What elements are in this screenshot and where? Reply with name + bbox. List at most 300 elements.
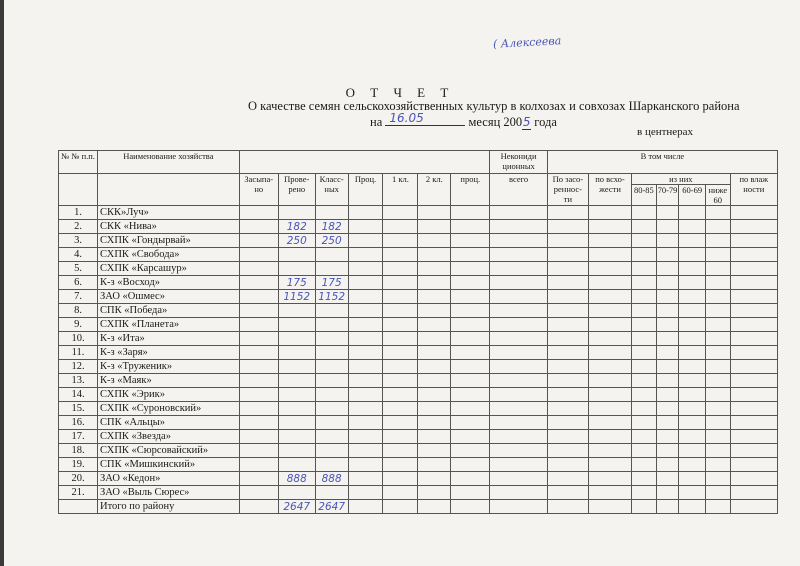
- empty-cell: [656, 430, 679, 444]
- empty-cell: [383, 444, 418, 458]
- cell-klassnykh: [315, 262, 348, 276]
- empty-cell: [490, 304, 548, 318]
- empty-cell: [490, 332, 548, 346]
- empty-cell: [418, 276, 451, 290]
- cell-provereno: 175: [278, 276, 315, 290]
- empty-cell: [451, 444, 490, 458]
- cell-provereno: [278, 332, 315, 346]
- farm-name: К-з «Восход»: [98, 276, 240, 290]
- col-po-vskho: по всхо- жести: [588, 174, 631, 206]
- col-proc1: Проц.: [348, 174, 383, 206]
- cell-zasypano: [239, 220, 278, 234]
- empty-cell: [451, 500, 490, 514]
- table-row: [59, 458, 778, 472]
- cell-zasypano: [239, 500, 278, 514]
- empty-cell: [348, 444, 383, 458]
- table-row: [59, 346, 778, 360]
- empty-cell: [679, 444, 706, 458]
- empty-cell: [383, 500, 418, 514]
- date-prefix: на: [370, 115, 383, 129]
- cell-zasypano: [239, 430, 278, 444]
- empty-cell: [418, 388, 451, 402]
- empty-cell: [730, 416, 777, 430]
- empty-cell: [705, 220, 730, 234]
- cell-klassnykh: [315, 444, 348, 458]
- empty-cell: [656, 304, 679, 318]
- empty-cell: [730, 430, 777, 444]
- cell-zasypano: [239, 360, 278, 374]
- cell-zasypano: [239, 248, 278, 262]
- empty-cell: [348, 220, 383, 234]
- empty-cell: [348, 402, 383, 416]
- empty-cell: [679, 262, 706, 276]
- table-row: [59, 304, 778, 318]
- col-vsego: всего: [490, 174, 548, 206]
- cell-provereno: [278, 416, 315, 430]
- empty-cell: [632, 304, 657, 318]
- empty-cell: [547, 416, 588, 430]
- empty-cell: [547, 402, 588, 416]
- cell-provereno: [278, 430, 315, 444]
- empty-cell: [383, 332, 418, 346]
- empty-cell: [547, 276, 588, 290]
- cell-klassnykh: [315, 304, 348, 318]
- cell-zasypano: [239, 388, 278, 402]
- empty-cell: [547, 332, 588, 346]
- empty-cell: [588, 458, 631, 472]
- empty-cell: [588, 276, 631, 290]
- empty-cell: [547, 234, 588, 248]
- empty-cell: [451, 318, 490, 332]
- row-number: 16.: [59, 416, 98, 430]
- cell-provereno: [278, 444, 315, 458]
- cell-klassnykh: [315, 486, 348, 500]
- empty-cell: [547, 262, 588, 276]
- cell-klassnykh: [315, 402, 348, 416]
- cell-klassnykh: 1152: [315, 290, 348, 304]
- cell-zasypano: [239, 486, 278, 500]
- empty-cell: [679, 332, 706, 346]
- col-range-below-60: ниже 60: [708, 185, 728, 205]
- cell-zasypano: [239, 346, 278, 360]
- row-number: 21.: [59, 486, 98, 500]
- empty-cell: [656, 458, 679, 472]
- empty-cell: [418, 234, 451, 248]
- empty-cell: [705, 374, 730, 388]
- table-row: [59, 248, 778, 262]
- empty-cell: [588, 346, 631, 360]
- empty-cell: [348, 486, 383, 500]
- empty-cell: [418, 360, 451, 374]
- empty-cell: [490, 206, 548, 220]
- empty-cell: [679, 472, 706, 486]
- empty-cell: [705, 500, 730, 514]
- table-row: [59, 374, 778, 388]
- empty-cell: [547, 374, 588, 388]
- empty-cell: [730, 332, 777, 346]
- cell-zasypano: [239, 416, 278, 430]
- empty-cell: [348, 276, 383, 290]
- empty-cell: [418, 290, 451, 304]
- empty-cell: [383, 472, 418, 486]
- empty-cell: [705, 388, 730, 402]
- empty-cell: [632, 388, 657, 402]
- empty-cell: [679, 290, 706, 304]
- col-iz-nikh-group: [632, 174, 731, 206]
- empty-cell: [679, 458, 706, 472]
- empty-cell: [383, 262, 418, 276]
- report-title: О Т Ч Е Т: [345, 85, 455, 100]
- row-number: 2.: [59, 220, 98, 234]
- cell-zasypano: [239, 458, 278, 472]
- empty-cell: [547, 444, 588, 458]
- empty-cell: [705, 458, 730, 472]
- cell-provereno: [278, 374, 315, 388]
- empty-cell: [632, 332, 657, 346]
- cell-provereno: [278, 458, 315, 472]
- empty-cell: [705, 276, 730, 290]
- empty-cell: [656, 206, 679, 220]
- farm-name: СХПК «Гондырвай»: [98, 234, 240, 248]
- empty-cell: [383, 220, 418, 234]
- farm-name: СХПК «Свобода»: [98, 248, 240, 262]
- empty-cell: [418, 500, 451, 514]
- empty-cell: [588, 206, 631, 220]
- empty-cell: [632, 374, 657, 388]
- row-number: 5.: [59, 262, 98, 276]
- empty-cell: [679, 500, 706, 514]
- empty-cell: [656, 472, 679, 486]
- empty-cell: [632, 262, 657, 276]
- empty-cell: [656, 444, 679, 458]
- empty-cell: [451, 332, 490, 346]
- farm-name: ЗАО «Кедон»: [98, 472, 240, 486]
- row-number: 19.: [59, 458, 98, 472]
- empty-cell: [418, 472, 451, 486]
- empty-cell: [588, 318, 631, 332]
- empty-cell: [679, 318, 706, 332]
- empty-cell: [418, 374, 451, 388]
- empty-cell: [451, 360, 490, 374]
- empty-cell: [679, 388, 706, 402]
- empty-cell: [547, 206, 588, 220]
- empty-cell: [588, 430, 631, 444]
- empty-cell: [547, 318, 588, 332]
- empty-cell: [451, 304, 490, 318]
- empty-cell: [632, 346, 657, 360]
- table-row: [59, 402, 778, 416]
- empty-cell: [490, 276, 548, 290]
- empty-cell: [656, 318, 679, 332]
- empty-cell: [383, 458, 418, 472]
- empty-cell: [588, 234, 631, 248]
- empty-cell: [705, 430, 730, 444]
- col-klassnykh: Класс- ных: [315, 174, 348, 206]
- date-value: 16.05: [389, 111, 424, 125]
- farm-name: СХПК «Звезда»: [98, 430, 240, 444]
- cell-klassnykh: 250: [315, 234, 348, 248]
- empty-cell: [490, 500, 548, 514]
- empty-cell: [383, 248, 418, 262]
- empty-cell: [632, 402, 657, 416]
- table-row: [59, 444, 778, 458]
- row-number: 15.: [59, 402, 98, 416]
- empty-cell: [383, 234, 418, 248]
- table-row: [59, 234, 778, 248]
- empty-cell: [679, 486, 706, 500]
- table-row: [59, 290, 778, 304]
- empty-cell: [348, 206, 383, 220]
- cell-provereno: 182: [278, 220, 315, 234]
- cell-zasypano: [239, 234, 278, 248]
- table-row: [59, 472, 778, 486]
- col-num-header: № № п.п.: [59, 151, 98, 174]
- empty-cell: [679, 304, 706, 318]
- farm-name: СПК «Мишкинский»: [98, 458, 240, 472]
- cell-zasypano: [239, 332, 278, 346]
- table-row: [59, 206, 778, 220]
- empty-cell: [588, 416, 631, 430]
- empty-cell: [418, 248, 451, 262]
- empty-cell: [418, 444, 451, 458]
- empty-cell: [383, 486, 418, 500]
- cell-klassnykh: [315, 318, 348, 332]
- empty-cell: [490, 234, 548, 248]
- empty-cell: [418, 346, 451, 360]
- empty-cell: [632, 220, 657, 234]
- empty-cell: [547, 304, 588, 318]
- empty-cell: [656, 332, 679, 346]
- empty-cell: [383, 402, 418, 416]
- cell-zasypano: [239, 304, 278, 318]
- empty-cell: [547, 220, 588, 234]
- row-number: 9.: [59, 318, 98, 332]
- col-iz-nikh: из них: [632, 174, 730, 185]
- empty-cell: [490, 402, 548, 416]
- empty-cell: [383, 360, 418, 374]
- empty-cell: [490, 318, 548, 332]
- empty-cell: [656, 346, 679, 360]
- cell-provereno: 888: [278, 472, 315, 486]
- empty-cell: [418, 416, 451, 430]
- header-blank: [239, 151, 490, 174]
- empty-cell: [418, 402, 451, 416]
- farm-name: СКК «Нива»: [98, 220, 240, 234]
- empty-cell: [348, 388, 383, 402]
- cell-klassnykh: [315, 206, 348, 220]
- col-po-zaso: По засо- реннос- ти: [547, 174, 588, 206]
- empty-cell: [588, 500, 631, 514]
- empty-cell: [679, 374, 706, 388]
- farm-name: К-з «Ита»: [98, 332, 240, 346]
- cell-provereno: [278, 346, 315, 360]
- empty-cell: [679, 234, 706, 248]
- empty-cell: [730, 472, 777, 486]
- empty-cell: [588, 332, 631, 346]
- row-number: 10.: [59, 332, 98, 346]
- row-number: 1.: [59, 206, 98, 220]
- farm-name: СПК «Альцы»: [98, 416, 240, 430]
- table-row: [59, 262, 778, 276]
- farm-name: К-з «Заря»: [98, 346, 240, 360]
- empty-cell: [418, 430, 451, 444]
- empty-cell: [588, 360, 631, 374]
- empty-cell: [451, 416, 490, 430]
- empty-cell: [418, 486, 451, 500]
- empty-cell: [705, 206, 730, 220]
- empty-cell: [490, 374, 548, 388]
- sub-blank-num: [59, 174, 98, 206]
- farm-name: СХПК «Карсашур»: [98, 262, 240, 276]
- farm-name: СХПК «Эрик»: [98, 388, 240, 402]
- empty-cell: [656, 416, 679, 430]
- empty-cell: [490, 486, 548, 500]
- empty-cell: [730, 318, 777, 332]
- month-label: месяц 200: [468, 115, 523, 129]
- report-rows: [59, 206, 778, 514]
- empty-cell: [418, 220, 451, 234]
- empty-cell: [547, 388, 588, 402]
- empty-cell: [547, 290, 588, 304]
- date-blank: [385, 113, 465, 126]
- cell-provereno: [278, 360, 315, 374]
- empty-cell: [418, 318, 451, 332]
- empty-cell: [656, 500, 679, 514]
- empty-cell: [490, 430, 548, 444]
- cell-provereno: [278, 402, 315, 416]
- empty-cell: [383, 290, 418, 304]
- empty-cell: [588, 304, 631, 318]
- empty-cell: [348, 332, 383, 346]
- report-date-line: [370, 113, 557, 130]
- empty-cell: [383, 416, 418, 430]
- empty-cell: [679, 248, 706, 262]
- empty-cell: [679, 220, 706, 234]
- units-label: в центнерах: [637, 126, 694, 138]
- empty-cell: [348, 248, 383, 262]
- empty-cell: [656, 402, 679, 416]
- empty-cell: [588, 248, 631, 262]
- empty-cell: [547, 248, 588, 262]
- empty-cell: [547, 346, 588, 360]
- table-row: [59, 332, 778, 346]
- empty-cell: [383, 304, 418, 318]
- cell-zasypano: [239, 444, 278, 458]
- cell-provereno: [278, 304, 315, 318]
- empty-cell: [490, 290, 548, 304]
- empty-cell: [348, 472, 383, 486]
- empty-cell: [705, 346, 730, 360]
- empty-cell: [730, 290, 777, 304]
- empty-cell: [451, 290, 490, 304]
- empty-cell: [348, 262, 383, 276]
- cell-zasypano: [239, 318, 278, 332]
- empty-cell: [418, 332, 451, 346]
- row-number: 7.: [59, 290, 98, 304]
- empty-cell: [588, 486, 631, 500]
- empty-cell: [730, 444, 777, 458]
- row-number: 11.: [59, 346, 98, 360]
- empty-cell: [656, 486, 679, 500]
- empty-cell: [730, 346, 777, 360]
- empty-cell: [588, 444, 631, 458]
- farm-name: СКК»Луч»: [98, 206, 240, 220]
- empty-cell: [383, 206, 418, 220]
- empty-cell: [348, 346, 383, 360]
- cell-provereno: [278, 206, 315, 220]
- empty-cell: [705, 486, 730, 500]
- table-row: [59, 276, 778, 290]
- empty-cell: [490, 458, 548, 472]
- cell-klassnykh: [315, 374, 348, 388]
- empty-cell: [451, 346, 490, 360]
- cell-provereno: [278, 262, 315, 276]
- empty-cell: [547, 500, 588, 514]
- col-vtomchisle-header: В том числе: [547, 151, 777, 174]
- empty-cell: [730, 458, 777, 472]
- empty-cell: [730, 206, 777, 220]
- empty-cell: [632, 430, 657, 444]
- cell-zasypano: [239, 276, 278, 290]
- cell-provereno: 1152: [278, 290, 315, 304]
- cell-klassnykh: [315, 360, 348, 374]
- table-row: [59, 430, 778, 444]
- cell-zasypano: [239, 402, 278, 416]
- col-nekond-header: Некониди ционных: [490, 151, 548, 174]
- empty-cell: [490, 416, 548, 430]
- empty-cell: [490, 388, 548, 402]
- empty-cell: [730, 374, 777, 388]
- empty-cell: [547, 430, 588, 444]
- empty-cell: [383, 346, 418, 360]
- empty-cell: [679, 416, 706, 430]
- empty-cell: [348, 318, 383, 332]
- empty-cell: [705, 304, 730, 318]
- handwritten-annotation: ( Алексеева: [492, 34, 562, 51]
- row-number: [59, 500, 98, 514]
- empty-cell: [632, 248, 657, 262]
- farm-name: СХПК «Планета»: [98, 318, 240, 332]
- cell-klassnykh: [315, 430, 348, 444]
- empty-cell: [656, 234, 679, 248]
- cell-provereno: [278, 486, 315, 500]
- empty-cell: [705, 234, 730, 248]
- empty-cell: [632, 290, 657, 304]
- empty-cell: [490, 472, 548, 486]
- empty-cell: [383, 388, 418, 402]
- empty-cell: [730, 360, 777, 374]
- empty-cell: [632, 444, 657, 458]
- table-row: [59, 318, 778, 332]
- empty-cell: [730, 220, 777, 234]
- empty-cell: [679, 430, 706, 444]
- report-subtitle: О качестве семян сельскохозяйственных культур в колхозах и совхозах Шарканского района: [248, 99, 740, 113]
- row-number: 18.: [59, 444, 98, 458]
- empty-cell: [705, 332, 730, 346]
- empty-cell: [705, 290, 730, 304]
- row-number: 17.: [59, 430, 98, 444]
- empty-cell: [730, 402, 777, 416]
- table-row: [59, 416, 778, 430]
- empty-cell: [451, 486, 490, 500]
- empty-cell: [679, 206, 706, 220]
- cell-zasypano: [239, 206, 278, 220]
- col-kl1: 1 кл.: [383, 174, 418, 206]
- cell-zasypano: [239, 472, 278, 486]
- empty-cell: [588, 402, 631, 416]
- empty-cell: [348, 234, 383, 248]
- col-kl2: 2 кл.: [418, 174, 451, 206]
